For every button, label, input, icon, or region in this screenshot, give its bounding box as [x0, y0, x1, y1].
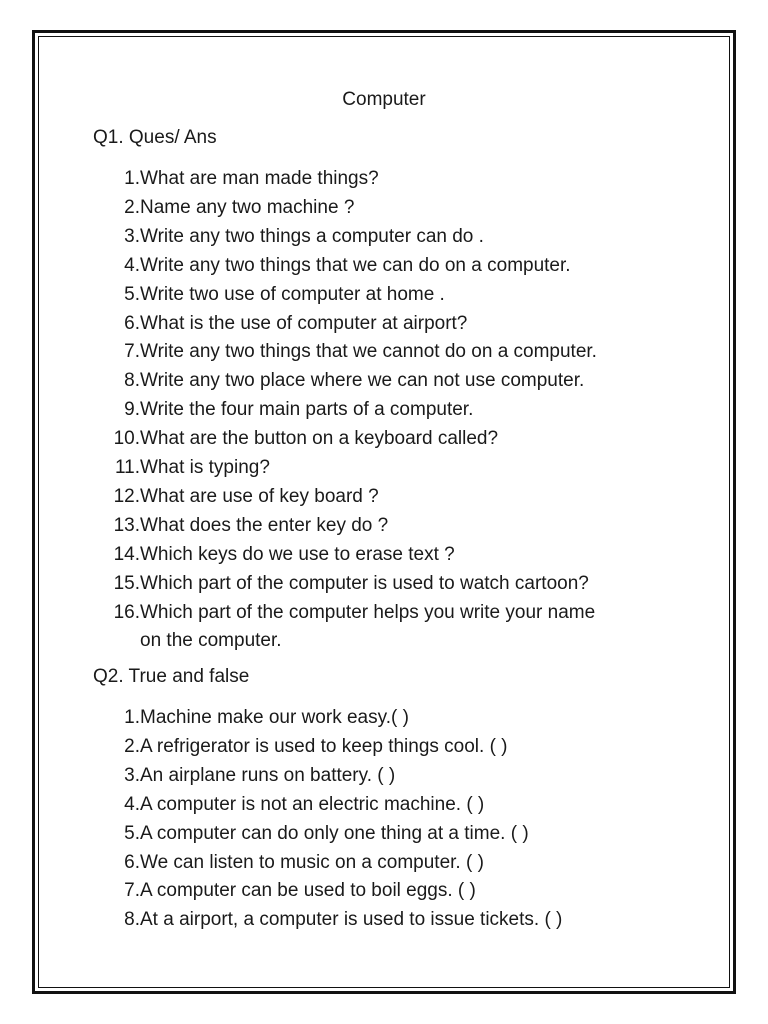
item-text: A computer can do only one thing at a time. ( ) [140, 822, 529, 844]
item-text: Which part of the computer helps you write your name [140, 601, 596, 623]
item-number: 6. [124, 851, 140, 873]
item-text: Write two use of computer at home . [140, 283, 445, 305]
item-text: What are man made things? [140, 168, 379, 189]
item-text: Which keys do we use to erase text ? [140, 543, 455, 565]
item-text: A computer is not an electric machine. ( ) [140, 793, 485, 815]
q2-item [112, 876, 692, 905]
q1-item [112, 193, 692, 222]
item-number: 5. [124, 283, 140, 305]
q2-item [112, 790, 692, 819]
q1-item [112, 366, 692, 395]
q1-item [112, 164, 692, 193]
item-text: What are the button on a keyboard called? [140, 428, 499, 450]
item-text: Write any two things that we cannot do on a computer. [140, 341, 597, 363]
q1-item [112, 511, 692, 540]
item-text: What is the use of computer at airport? [140, 312, 468, 334]
q2-item [112, 905, 692, 934]
q1-item [112, 424, 692, 453]
item-text: What are use of key board ? [140, 485, 379, 507]
item-number: 3. [124, 225, 140, 247]
item-number: 16. [113, 601, 140, 623]
item-number: 3. [124, 764, 140, 786]
item-text: We can listen to music on a computer. ( ) [140, 851, 484, 873]
item-number: 11. [114, 457, 140, 478]
item-text: What is typing? [140, 457, 270, 478]
item-number: 1. [124, 168, 140, 189]
item-number: 15. [113, 572, 140, 594]
item-number: 2. [124, 196, 140, 218]
item-number: 7. [124, 880, 140, 902]
item-text: What does the enter key do ? [140, 514, 389, 536]
item-text: An airplane runs on battery. ( ) [140, 764, 396, 786]
item-text: Which part of the computer is used to watch cartoon? [140, 572, 589, 594]
item-number: 7. [124, 341, 140, 363]
item-text: Machine make our work easy.( ) [140, 707, 409, 728]
item-text: Write any two things a computer can do . [140, 225, 484, 247]
q1-item [112, 598, 692, 627]
q1-item [112, 251, 692, 280]
item-number: 12. [113, 485, 140, 507]
item-number: 4. [124, 254, 140, 276]
q2-item [112, 732, 692, 761]
item-number: 5. [124, 822, 140, 844]
item-text: Write the four main parts of a computer. [140, 399, 474, 421]
item-text: A refrigerator is used to keep things cool. ( ) [140, 735, 508, 757]
item-text: Name any two machine ? [140, 196, 355, 218]
document-title: Computer [342, 89, 426, 110]
item-number: 6. [124, 312, 140, 334]
item-number: 8. [124, 909, 140, 931]
q1-item [112, 280, 692, 309]
item-number: 1. [124, 707, 140, 728]
q1-heading: Q1. Ques/ Ans [93, 127, 217, 148]
item-text: At a airport, a computer is used to issue tickets. ( ) [140, 909, 563, 931]
item-number: 4. [124, 793, 140, 815]
q1-item [112, 569, 692, 598]
q2-item [112, 819, 692, 848]
item-text: Write any two place where we can not use computer. [140, 370, 585, 392]
q1-item [112, 222, 692, 251]
item-text-continuation: on the computer. [140, 630, 282, 652]
q1-item [112, 337, 692, 366]
q1-item [112, 453, 692, 482]
item-number: 14. [113, 543, 140, 565]
q2-item [112, 848, 692, 877]
q1-item [112, 395, 692, 424]
item-number: 13. [113, 514, 140, 536]
item-number: 8. [124, 370, 140, 392]
item-text: Write any two things that we can do on a computer. [140, 254, 571, 276]
q1-item [112, 540, 692, 569]
item-number: 10. [113, 428, 140, 450]
q2-item [112, 703, 692, 732]
item-number: 9. [124, 399, 140, 421]
q2-heading: Q2. True and false [93, 666, 250, 687]
q1-item [112, 309, 692, 338]
q1-item [112, 482, 692, 511]
item-number: 2. [124, 735, 140, 757]
q2-item [112, 761, 692, 790]
item-text: A computer can be used to boil eggs. ( ) [140, 880, 476, 902]
